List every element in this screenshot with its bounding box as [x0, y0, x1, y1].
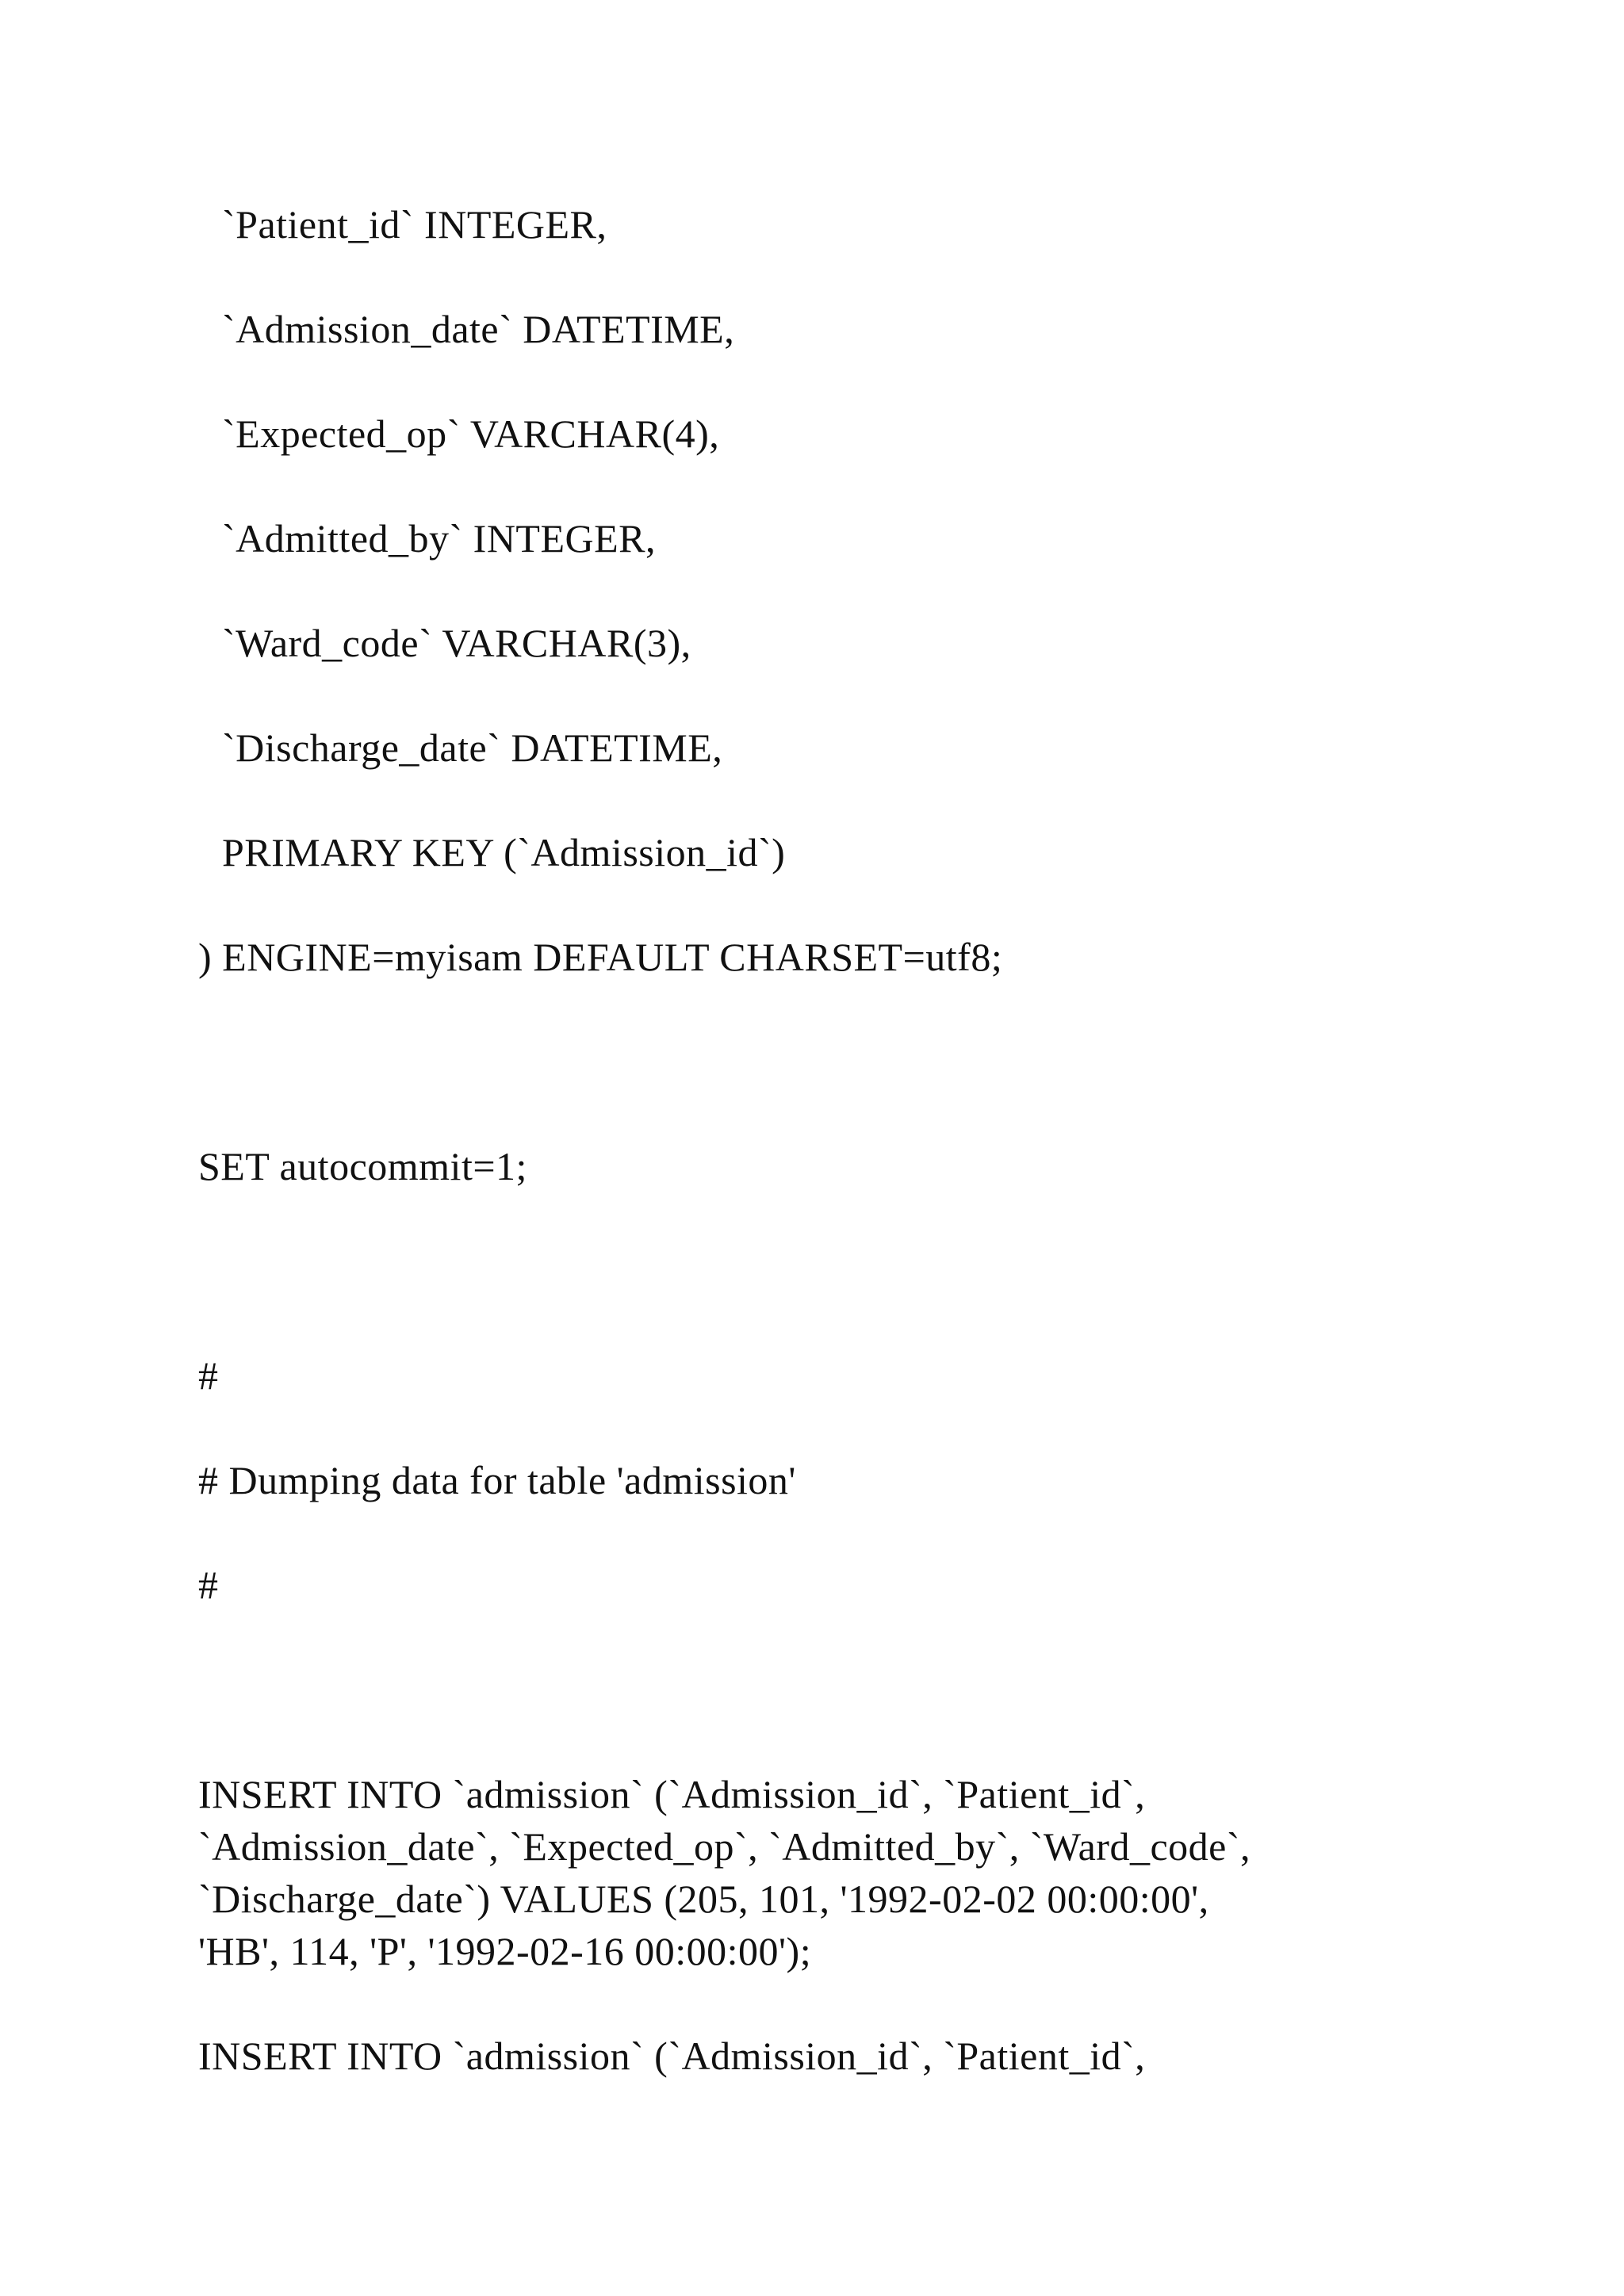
sql-line-admitted-by: `Admitted_by` INTEGER, [222, 516, 657, 561]
sql-insert-2-line-1: INSERT INTO `admission` (`Admission_id`, `Patient_id`, [198, 2034, 1146, 2078]
sql-insert-1-line-2: `Admission_date`, `Expected_op`, `Admitted_by`, `Ward_code`, [198, 1824, 1251, 1869]
comment-line-hash-top: # [198, 1353, 219, 1398]
sql-line-expected-op: `Expected_op` VARCHAR(4), [222, 411, 720, 456]
sql-insert-1-line-4: 'HB', 114, 'P', '1992-02-16 00:00:00'); [198, 1929, 812, 1973]
sql-line-patient-id: `Patient_id` INTEGER, [222, 202, 607, 247]
sql-line-ward-code: `Ward_code` VARCHAR(3), [222, 621, 691, 665]
comment-line-dumping: # Dumping data for table 'admission' [198, 1458, 796, 1502]
sql-line-discharge-date: `Discharge_date` DATETIME, [222, 725, 723, 770]
sql-line-primary-key: PRIMARY KEY (`Admission_id`) [222, 830, 786, 874]
sql-insert-1-line-1: INSERT INTO `admission` (`Admission_id`, `Patient_id`, [198, 1772, 1146, 1816]
sql-insert-1-line-3: `Discharge_date`) VALUES (205, 101, '1992-02-02 00:00:00', [198, 1877, 1209, 1921]
sql-line-admission-date: `Admission_date` DATETIME, [222, 307, 735, 351]
sql-line-engine: ) ENGINE=myisam DEFAULT CHARSET=utf8; [198, 935, 1003, 979]
comment-line-hash-bottom: # [198, 1563, 219, 1607]
sql-line-autocommit: SET autocommit=1; [198, 1144, 527, 1188]
